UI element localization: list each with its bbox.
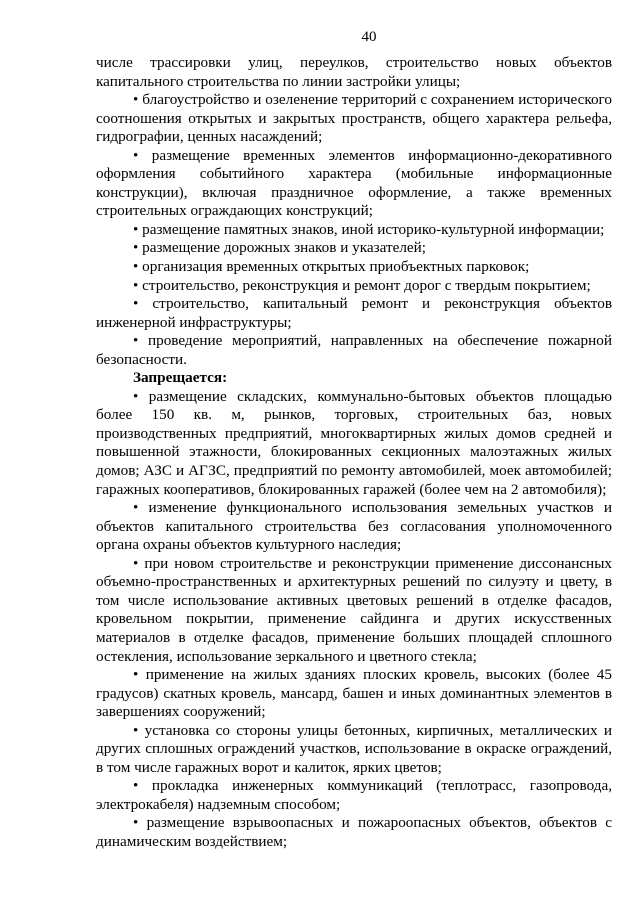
page-number: 40 — [361, 29, 377, 45]
list-item: • размещение временных элементов информационно-декоративного оформления событийного характера (мобильные информационные конструкции), включая праздничное оформление, а также временных строительных ограждающих конструкций; — [96, 147, 612, 221]
section-heading: Запрещается: — [133, 369, 228, 387]
prohibited-item: • прокладка инженерных коммуникаций (теплотрасс, газопровода, электрокабеля) надземным способом; — [96, 777, 612, 814]
prohibited-item: • применение на жилых зданиях плоских кровель, высоких (более 45 градусов) скатных кровель, мансард, башен и иных доминантных элементов в завершениях сооружений; — [96, 666, 612, 722]
list-item: • строительство, капитальный ремонт и реконструкция объектов инженерной инфраструктуры; — [96, 295, 612, 332]
list-item: • проведение мероприятий, направленных на обеспечение пожарной безопасности. — [96, 332, 612, 369]
list-item: • организация временных открытых приобъектных парковок; — [96, 258, 612, 277]
list-item: • благоустройство и озеленение территорий с сохранением исторического соотношения открытых и закрытых пространств, общего характера рельефа, гидрографии, ценных насаждений; — [96, 91, 612, 147]
list-item: • размещение дорожных знаков и указателей; — [96, 239, 612, 258]
prohibited-item: • установка со стороны улицы бетонных, кирпичных, металлических и других сплошных ограждений участков, использование в окраске ограждений, в том числе гаражных ворот и калиток, ярких цветов; — [96, 722, 612, 778]
list-item: • строительство, реконструкция и ремонт дорог с твердым покрытием; — [96, 277, 612, 296]
continuation-paragraph: числе трассировки улиц, переулков, строительство новых объектов капитального строительства по линии застройки улицы; — [96, 54, 612, 90]
prohibited-item: • изменение функционального использования земельных участков и объектов капитального строительства без согласования уполномоченного органа охраны объектов культурного наследия; — [96, 499, 612, 555]
prohibited-item: • размещение взрывоопасных и пожароопасных объектов, объектов с динамическим воздействием; — [96, 814, 612, 851]
prohibited-item: • при новом строительстве и реконструкции применение диссонансных объемно-пространственных и архитектурных решений по силуэту и цвету, в том числе использование активных цветовых решений в отделке фасадов, кровельном покрытии, применение сайдинга и других искусственных материалов в отделке фасадов, применение больших площадей сплошного остекления, использование зеркального и цветного стекла; — [96, 555, 612, 666]
prohibited-item: • размещение складских, коммунально-бытовых объектов площадью более 150 кв. м, рынков, торговых, строительных баз, новых производственных предприятий, многоквартирных жилых домов средней и повышенной этажности, блокированных секционных малоэтажных жилых домов; АЗС и АГЗС, предприятий по ремонту автомобилей, моек автомобилей; гаражных кооперативов, блокированных гаражей (более чем на 2 автомобиля); — [96, 388, 612, 499]
list-item: • размещение памятных знаков, иной историко-культурной информации; — [96, 221, 612, 240]
